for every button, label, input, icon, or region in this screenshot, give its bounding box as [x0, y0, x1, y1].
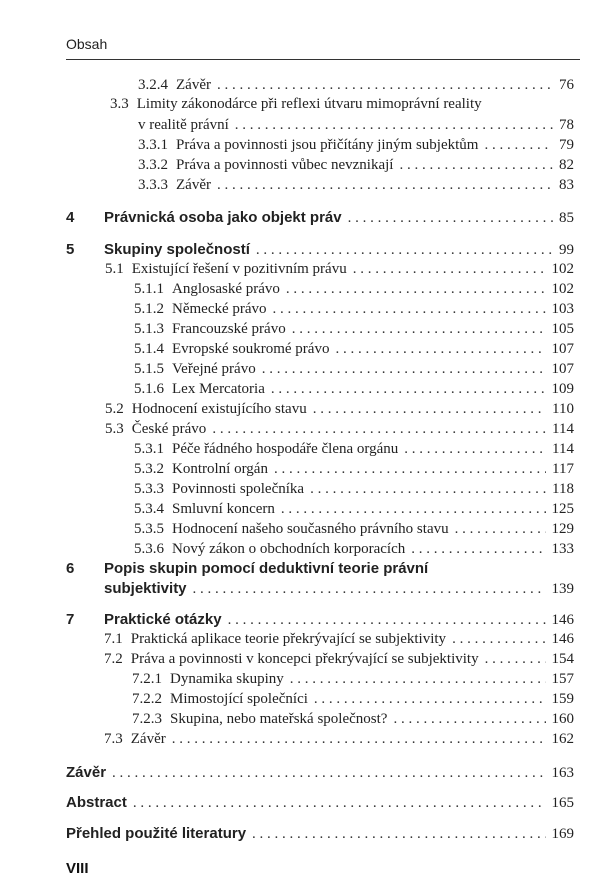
toc-number: 3.3.2: [138, 157, 168, 173]
toc-page: 105: [551, 321, 574, 337]
toc-leader: [393, 711, 545, 728]
toc-entry: [134, 341, 574, 361]
toc-leader: [252, 826, 545, 843]
toc-entry: [132, 711, 574, 731]
toc-number: 5.3.5: [134, 521, 164, 537]
toc-leader: [262, 361, 546, 378]
toc-number: 5.3.2: [134, 461, 164, 477]
toc-leader: [290, 671, 546, 688]
toc-page: 163: [551, 765, 574, 781]
toc-entry: [105, 401, 574, 421]
toc-entry: [110, 96, 574, 116]
toc-entry: [134, 461, 574, 481]
toc-leader: [212, 421, 546, 438]
toc-title: Závěr: [130, 731, 166, 747]
toc-title: Hodnocení existujícího stavu: [131, 401, 307, 417]
toc-entry: [132, 671, 574, 691]
toc-title: Abstract: [66, 794, 127, 811]
toc-number: 3.2.4: [138, 77, 168, 93]
toc-page: 160: [551, 711, 574, 727]
toc-number: 5.3.3: [134, 481, 164, 497]
toc-title: Nový zákon o obchodních korporacích: [172, 541, 406, 557]
toc-leader: [485, 651, 546, 668]
toc-number: 7.2.3: [132, 711, 162, 727]
toc-page: 165: [551, 795, 574, 811]
toc-number: 5.1: [105, 261, 124, 277]
toc-chapter: [66, 611, 574, 631]
toc-entry: [134, 301, 574, 321]
toc-leader: [286, 281, 546, 298]
toc-page: 79: [559, 137, 574, 153]
toc-chapter: [66, 560, 574, 580]
toc-title: Práva a povinnosti jsou přičítány jiným subjektům: [176, 137, 479, 153]
toc-page: 157: [551, 671, 574, 687]
toc-title: Popis skupin pomocí deduktivní teorie právní: [104, 560, 429, 577]
toc-title: Závěr: [176, 77, 211, 93]
toc-page: 107: [551, 361, 574, 377]
toc-entry: [134, 361, 574, 381]
toc-leader: [217, 177, 553, 194]
toc-leader: [484, 137, 553, 154]
toc-number: 5.3.4: [134, 501, 164, 517]
toc-entry: [138, 177, 574, 197]
toc-page: 103: [551, 301, 574, 317]
toc-number: 4: [66, 209, 75, 226]
toc-page: 85: [559, 210, 574, 226]
toc-title: Praktická aplikace teorie překrývající se subjektivity: [130, 631, 447, 647]
toc-leader: [273, 301, 546, 318]
toc-title: České právo: [131, 421, 207, 437]
toc-number: 3.3.1: [138, 137, 168, 153]
toc-title: Práva a povinnosti v koncepci překrývající se subjektivity: [130, 651, 479, 667]
toc-title: Německé právo: [172, 301, 267, 317]
toc-page: 114: [552, 421, 574, 437]
toc-backmatter: [66, 764, 574, 784]
toc-backmatter: [66, 825, 574, 845]
toc-page: 162: [551, 731, 574, 747]
toc-leader: [217, 77, 553, 94]
toc-entry: [134, 541, 574, 561]
toc-title: Anglosaské právo: [172, 281, 280, 297]
toc-page: 169: [551, 826, 574, 842]
toc-leader: [172, 731, 546, 748]
toc-entry: [105, 421, 574, 441]
toc-title: Mimostojící společníci: [170, 691, 308, 707]
toc-number: 7: [66, 611, 75, 628]
toc-leader: [314, 691, 546, 708]
toc-number: 5.1.5: [134, 361, 164, 377]
toc-page: 102: [551, 281, 574, 297]
toc-leader: [404, 441, 546, 458]
toc-title: Právnická osoba jako objekt práv: [104, 209, 342, 226]
toc-page: 139: [551, 581, 574, 597]
toc-entry: [134, 521, 574, 541]
toc-entry: [138, 137, 574, 157]
toc-number: 7.2.1: [132, 671, 162, 687]
toc-entry: [104, 731, 574, 751]
header-rule: [66, 59, 580, 60]
toc-entry: [134, 321, 574, 341]
toc-entry: [134, 481, 574, 501]
running-header: Obsah: [66, 36, 108, 52]
toc-entry: [134, 381, 574, 401]
toc-title: Povinnosti společníka: [172, 481, 305, 497]
toc-title: Existující řešení v pozitivním právu: [131, 261, 347, 277]
toc-leader: [112, 765, 545, 782]
toc-page: 133: [551, 541, 574, 557]
toc-leader: [353, 261, 546, 278]
toc-leader: [455, 521, 546, 538]
toc-entry: [134, 281, 574, 301]
toc-leader: [281, 501, 546, 518]
toc-leader: [193, 581, 546, 598]
toc-title: Práva a povinnosti vůbec nevznikají: [176, 157, 394, 173]
toc-number: 5.2: [105, 401, 124, 417]
toc-chapter-continuation: [104, 580, 574, 600]
toc-number: 5.3.6: [134, 541, 164, 557]
toc-number: 5: [66, 241, 75, 258]
toc-title: Kontrolní orgán: [172, 461, 268, 477]
toc-title: Smluvní koncern: [172, 501, 275, 517]
toc-page: 82: [559, 157, 574, 173]
toc-page: 118: [552, 481, 574, 497]
toc-entry: [132, 691, 574, 711]
toc-title: Hodnocení našeho současného právního stavu: [172, 521, 449, 537]
toc-number: 5.3: [105, 421, 124, 437]
toc-leader: [310, 481, 546, 498]
toc-title: Skupiny společností: [104, 241, 250, 258]
toc-page: 102: [551, 261, 574, 277]
toc-page: 83: [559, 177, 574, 193]
toc-page: 117: [552, 461, 574, 477]
toc-number: 3.3.3: [138, 177, 168, 193]
toc-title: Lex Mercatoria: [172, 381, 265, 397]
toc-chapter: [66, 241, 574, 261]
toc-leader: [452, 631, 545, 648]
toc-page: 110: [552, 401, 574, 417]
toc-leader: [133, 795, 546, 812]
toc-title: Péče řádného hospodáře člena orgánu: [172, 441, 399, 457]
toc-leader: [348, 210, 553, 227]
toc-title: Praktické otázky: [104, 611, 222, 628]
toc-leader: [335, 341, 545, 358]
toc-title: Dynamika skupiny: [170, 671, 284, 687]
toc-entry: [104, 631, 574, 651]
toc-title: Přehled použité literatury: [66, 825, 247, 842]
toc-page: 114: [552, 441, 574, 457]
toc-title: Francouzské právo: [172, 321, 286, 337]
toc-number: 5.1.1: [134, 281, 164, 297]
toc-number: 5.1.4: [134, 341, 164, 357]
toc-number: 7.3: [104, 731, 123, 747]
toc-entry: [105, 261, 574, 281]
toc-entry: [104, 651, 574, 671]
toc-page: 159: [551, 691, 574, 707]
toc-title: v realitě právní: [138, 117, 229, 133]
toc-backmatter: [66, 794, 574, 814]
toc-leader: [256, 242, 553, 259]
toc-page: 146: [551, 631, 574, 647]
toc-title: Závěr: [176, 177, 211, 193]
toc-number: 5.1.6: [134, 381, 164, 397]
toc-entry: [134, 441, 574, 461]
toc-number: 5.3.1: [134, 441, 164, 457]
toc-number: 3.3: [110, 96, 129, 112]
toc-leader: [313, 401, 546, 418]
toc-number: 7.2.2: [132, 691, 162, 707]
toc-number: 7.2: [104, 651, 123, 667]
page-number: VIII: [66, 860, 89, 877]
toc-leader: [274, 461, 546, 478]
toc-page: 125: [551, 501, 574, 517]
toc-page: 76: [559, 77, 574, 93]
toc-leader: [228, 612, 546, 629]
toc-leader: [271, 381, 546, 398]
toc-title: Evropské soukromé právo: [172, 341, 330, 357]
toc-number: 7.1: [104, 631, 123, 647]
toc-title: subjektivity: [104, 580, 187, 597]
toc-page: 107: [551, 341, 574, 357]
toc-leader: [411, 541, 545, 558]
toc-entry: [138, 157, 574, 177]
toc-page: 78: [559, 117, 574, 133]
toc-entry: [138, 77, 574, 97]
toc-number: 5.1.3: [134, 321, 164, 337]
toc-number: 5.1.2: [134, 301, 164, 317]
toc-entry: [134, 501, 574, 521]
toc-chapter: [66, 209, 574, 229]
toc-title: Veřejné právo: [172, 361, 256, 377]
toc-leader: [235, 117, 553, 134]
toc-title: Limity zákonodárce při reflexi útvaru mimoprávní reality: [136, 96, 482, 112]
toc-title: Závěr: [66, 764, 107, 781]
toc-page: 146: [551, 612, 574, 628]
toc-number: 6: [66, 560, 75, 577]
toc-title: Skupina, nebo mateřská společnost?: [170, 711, 388, 727]
toc-leader: [292, 321, 546, 338]
toc-entry-continuation: [138, 117, 574, 137]
toc-page: 129: [551, 521, 574, 537]
toc-page: 154: [551, 651, 574, 667]
toc-leader: [399, 157, 553, 174]
toc-page: 99: [559, 242, 574, 258]
toc-page: 109: [551, 381, 574, 397]
